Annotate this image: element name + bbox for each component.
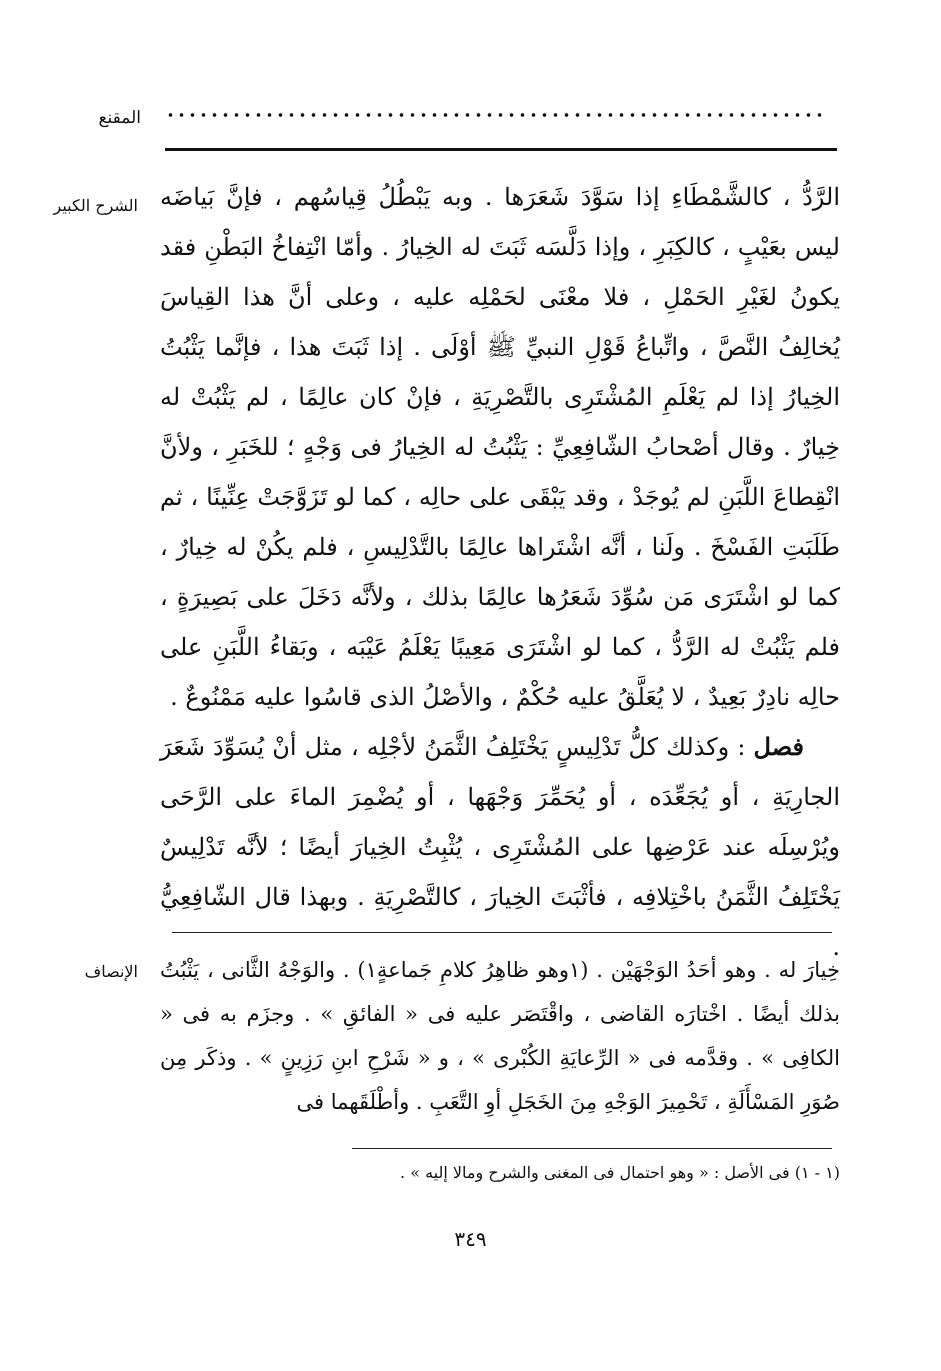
- running-header-title: المقنع: [98, 108, 141, 128]
- page-number: ٣٤٩: [454, 1227, 487, 1251]
- main-paragraph-2: [160, 722, 840, 972]
- fasl-heading: فصل: [753, 732, 804, 761]
- header-rule: [165, 148, 837, 151]
- fasl-body: : وكذلك كلُّ تَدْلِيسٍ يَخْتَلِفُ الثَّمَنُ لأجْلِه ، مثل أنْ يُسَوِّدَ شَعَرَ الجارِيَةِ ، أو يُجَعِّدَه ، أو يُحَمِّرَ وَجْهَها ، أو يُضْمِرَ الماءَ على الرَّحَى ويُرْسِلَه عند عَرْضِها على المُشْتَرِى ، يُثْبِتُ الخِيارَ أيضًا ؛ لأنَّه تَدْلِيسٌ يَخْتَلِفُ الثَّمَنُ باخْتِلافِه ، فأثْبَتَ الخِيارَ ، كالتَّصْرِيَةِ . وبهذا قال الشّافِعِيُّ .: [160, 733, 840, 961]
- footnote: (١ - ١) فى الأصل : « وهو احتمال فى المغنى والشرح ومالا إليه » .: [400, 1163, 840, 1182]
- main-paragraph-1: الرَّدُّ ، كالشَّمْطَاءِ إذا سَوَّدَ شَعَرَها . وبه يَبْطُلُ قِياسُهم ، فإنَّ بَياضَه ليس بعَيْبٍ ، كالكِبَرِ ، وإذا دَلَّسَه ثَبَتَ له الخِيارُ . وأمّا انْتِفاخُ البَطْنِ فقد يكونُ لغَيْرِ الحَمْلِ ، فلا معْنَى لحَمْلِه عليه ، وعلى أنَّ هذا القِياسَ يُخالِفُ النَّصَّ ، واتِّباعُ قَوْلِ النبيِّ ﷺ أوْلَى . إذا ثَبَتَ هذا ، فإنَّما يَثْبُتُ الخِيارُ إذا لم يَعْلَمِ المُشْتَرِى بالتَّصْرِيَةِ ، فإنْ كان عالِمًا ، لم يَثْبُتْ له خِيارٌ . وقال أصْحابُ الشّافِعِيِّ : يَثْبُتُ له الخِيارُ فى وَجْهٍ ؛ للخَبَرِ ، ولأنَّ انْقِطاعَ اللَّبَنِ لم يُوجَدْ ، وقد يَبْقَى على حالِه ، كما لو تَزَوَّجَتْ عِنِّينًا ، ثم طَلَبَتِ الفَسْخَ . ولَنا ، أنَّه اشْتَراها عالِمًا بالتَّدْلِيسِ ، فلم يكُنْ له خِيارٌ ، كما لو اشْتَرَى مَن سُوِّدَ شَعَرُها عالِمًا بذلك ، ولأنَّه دَخَلَ على بَصِيرَةٍ ، فلم يَثْبُتْ له الرَّدُّ ، كما لو اشْتَرَى مَعِيبًا يَعْلَمُ عَيْبَه ، وبَقاءُ اللَّبَنِ على حالِه نادِرٌ بَعِيدٌ ، لا يُعَلَّقُ عليه حُكْمٌ ، والأصْلُ الذى قاسُوا عليه مَمْنُوعٌ .: [160, 183, 840, 711]
- side-label-sharh: الشرح الكبير: [53, 196, 138, 215]
- side-label-insaf: الإنصاف: [84, 962, 138, 981]
- header-dotted-leader: [165, 108, 825, 122]
- insaf-paragraph: خِيارَ له . وهو أحَدُ الوَجْهَيْن . (١وهو ظاهِرُ كلامِ جَماعةٍ١) . والوَجْهُ الثَّانى ، يَثْبُتُ بذلك أيضًا . اخْتارَه القاضى ، واقْتَصَر عليه فى « الفائقِ » . وجزَم به فى « الكافِى » . وقدَّمه فى « الرِّعايَةِ الكُبْرى » ، و « شَرْحِ ابنِ رَزِينٍ » . وذكَر مِن صُوَرِ المَسْأَلَةِ ، تَحْمِيرَ الوَجْهِ مِنَ الخَجَلِ أوِ التَّعَبِ . وأطْلَقَهما فى: [160, 958, 840, 1114]
- footnote-divider: [352, 1148, 832, 1149]
- insaf-text-block: [160, 948, 840, 1124]
- main-text-block: [160, 172, 840, 972]
- section-divider: [172, 932, 832, 933]
